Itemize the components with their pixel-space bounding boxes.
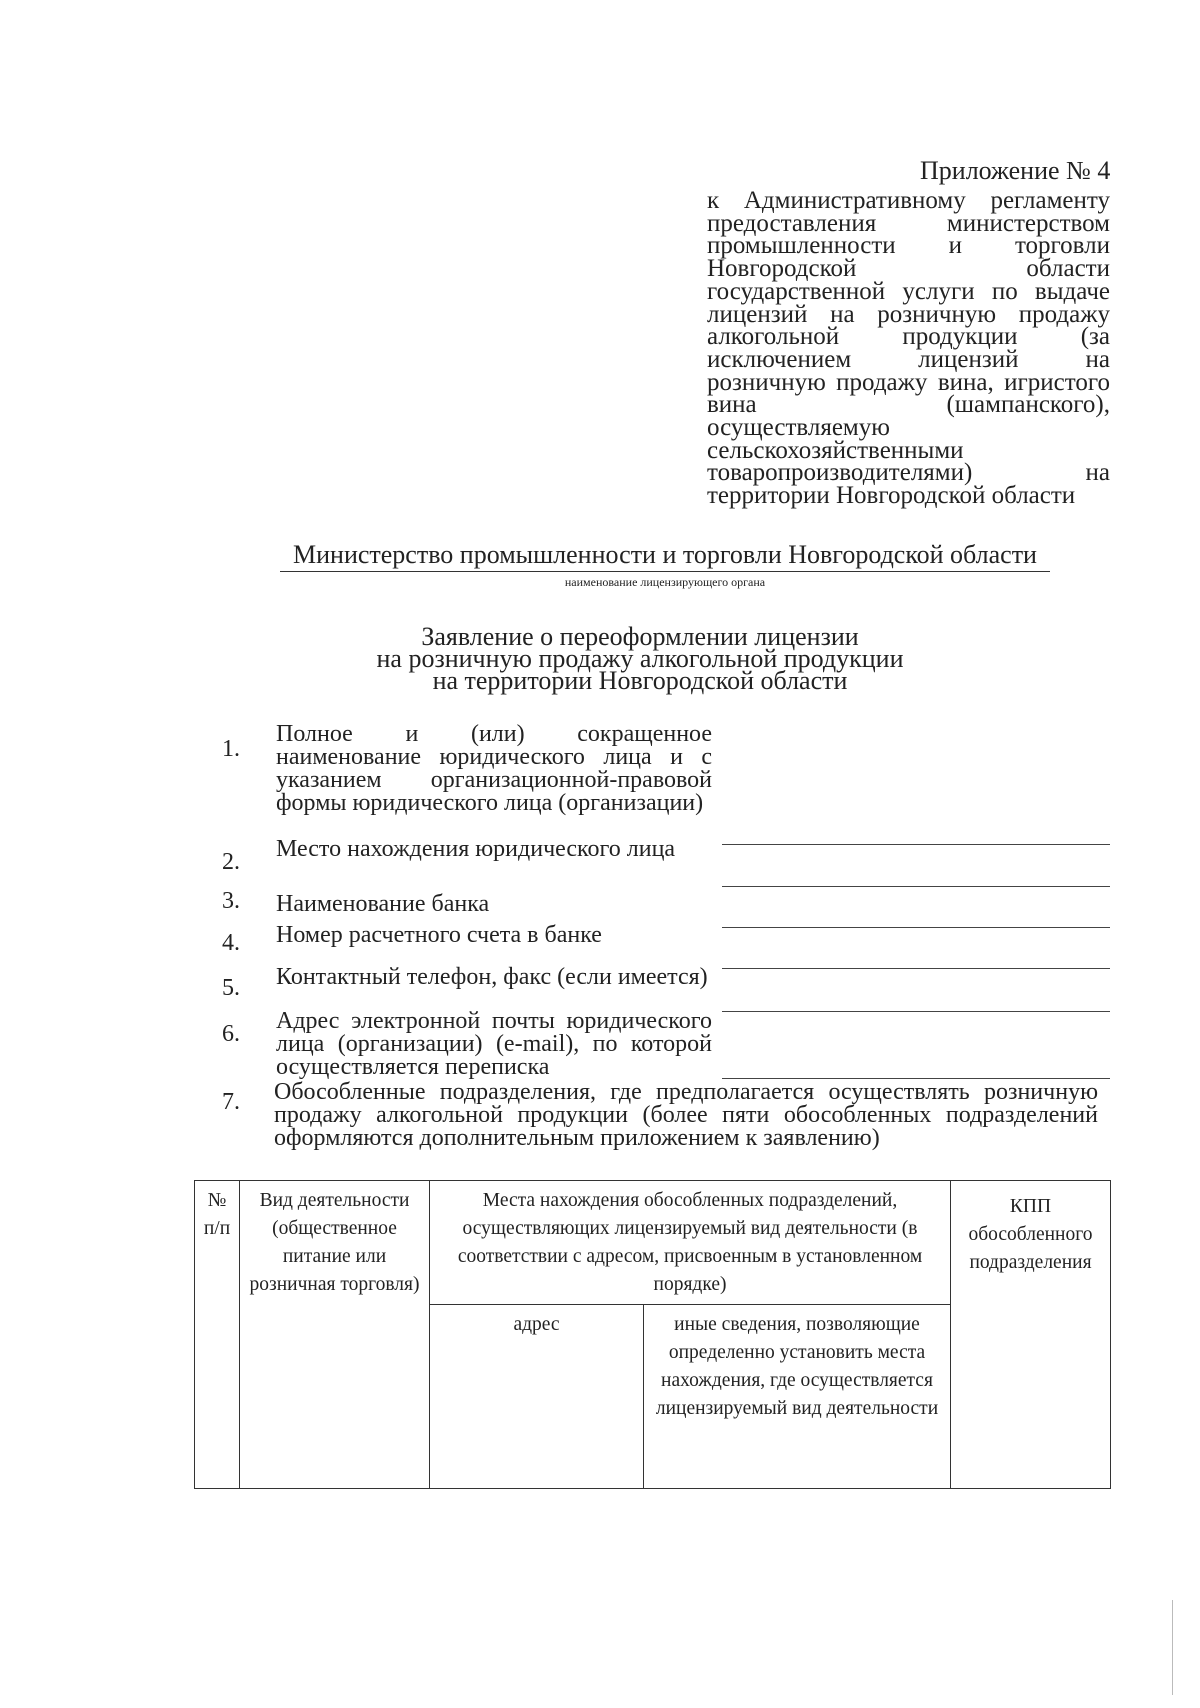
header-address: адрес xyxy=(430,1305,644,1489)
annex-reference: к Административному регламенту предоставления министерством промышленности и торговли Новгородской области государственной услуги по выдаче лицензий на розничную продажу алкогольной продукции (за исключением лицензий на розничную продажу вина, игристого вина (шампанского), осуществляемую сельскохозяйственными товаропроизводителями) на территории Новгородской области xyxy=(707,187,1110,510)
item-label: Номер расчетного счета в банке xyxy=(276,922,602,948)
header-other-info: иные сведения, позволяющие определенно установить места нахождения, где осуществляется лицензируемый вид деятельности xyxy=(644,1305,951,1489)
margin-mark xyxy=(1172,1600,1173,1695)
item-label: Обособленные подразделения, где предполагается осуществлять розничную продажу алкогольной продукции (более пяти обособленных подразделений оформляются дополнительным приложением к заявлению) xyxy=(274,1079,1098,1151)
item-number: 3. xyxy=(222,888,240,914)
item-number: 6. xyxy=(222,1021,240,1047)
item-label: Контактный телефон, факс (если имеется) xyxy=(276,964,708,990)
header-activity: Вид деятельности (общественное питание или розничная торговля) xyxy=(240,1181,430,1489)
item-number: 4. xyxy=(222,930,240,956)
item-label: Наименование банка xyxy=(276,891,490,917)
authority-block xyxy=(280,540,1050,590)
statement-line-1: Заявление о переоформлении лицензии xyxy=(421,622,859,651)
item-label: Место нахождения юридического лица xyxy=(276,836,676,862)
answer-line[interactable] xyxy=(722,886,1110,887)
annex-title: Приложение № 4 xyxy=(920,156,1111,185)
authority-caption: наименование лицензирующего органа xyxy=(564,575,766,589)
statement-title xyxy=(300,622,980,695)
answer-line[interactable] xyxy=(722,927,1110,928)
answer-line[interactable] xyxy=(722,968,1110,969)
authority-name: Министерство промышленности и торговли Новгородской области xyxy=(280,540,1050,572)
answer-line[interactable] xyxy=(722,1011,1110,1012)
item-number: 2. xyxy=(222,849,240,875)
item-label: Адрес электронной почты юридического лица (организации) (e-mail), по которой осуществляется переписка xyxy=(276,1008,712,1080)
header-number: № п/п xyxy=(195,1181,240,1489)
subdivisions-table xyxy=(194,1180,1111,1489)
statement-line-2: на розничную продажу алкогольной продукции xyxy=(376,644,904,673)
answer-line[interactable] xyxy=(722,844,1110,845)
item-label: Полное и (или) сокращенное наименование юридического лица и с указанием организационной-правовой формы юридического лица (организации) xyxy=(276,721,712,816)
item-number: 7. xyxy=(222,1089,240,1115)
item-number: 5. xyxy=(222,975,240,1001)
statement-line-3: на территории Новгородской области xyxy=(432,666,848,695)
header-locations: Места нахождения обособленных подразделений, осуществляющих лицензируемый вид деятельности (в соответствии с адресом, присвоенным в установленном порядке) xyxy=(430,1181,951,1305)
header-kpp: КПП обособленного подразделения xyxy=(951,1181,1111,1489)
item-number: 1. xyxy=(222,736,240,762)
